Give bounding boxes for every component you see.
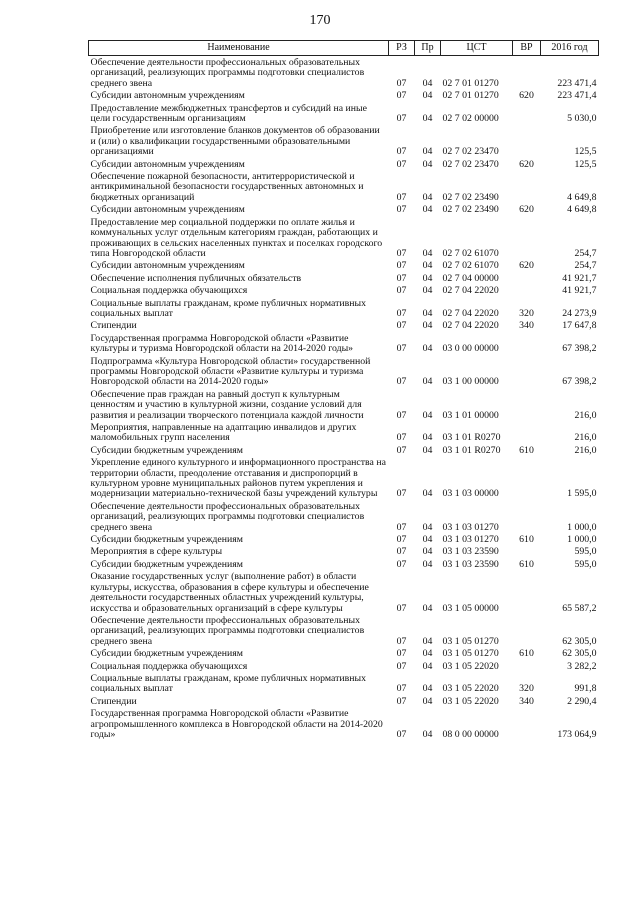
header-pr: Пр: [415, 41, 441, 56]
vr-cell: [513, 102, 541, 125]
rz-cell: 07: [396, 695, 407, 707]
amount-cell: 67 398,2: [562, 376, 597, 388]
table-row: [89, 444, 599, 456]
cst-cell: 03 1 05 22020: [442, 683, 499, 695]
rz-cell: 07: [396, 660, 407, 672]
cst-cell: 02 7 02 23490: [442, 204, 499, 216]
pr-cell: 04: [422, 320, 433, 332]
rz-cell: 07: [396, 247, 407, 259]
table-row: [89, 647, 599, 659]
rz-cell: 07: [396, 204, 407, 216]
vr-cell: [513, 124, 541, 157]
name-cell: Обеспечение пожарной безопасности, антитеррористической и антикриминальной безопасности государственных автономных и бюджетных организаций: [90, 171, 364, 203]
pr-cell: 04: [422, 90, 433, 102]
pr-cell: 04: [422, 660, 433, 672]
table-row: [89, 456, 599, 500]
amount-cell: 3 282,2: [567, 660, 597, 672]
table-row: [89, 203, 599, 215]
pr-cell: 04: [422, 602, 433, 614]
cst-cell: 03 1 03 01270: [442, 521, 499, 533]
vr-cell: [513, 272, 541, 284]
vr-cell: [513, 660, 541, 672]
cst-cell: 03 1 01 00000: [442, 409, 499, 421]
pr-cell: 04: [422, 546, 433, 558]
name-cell: Субсидии автономным учреждениям: [90, 90, 245, 102]
name-cell: Социальные выплаты гражданам, кроме публичных нормативных социальных выплат: [90, 672, 366, 695]
rz-cell: 07: [396, 534, 407, 546]
table-row: [89, 421, 599, 444]
amount-cell: 216,0: [574, 432, 597, 444]
vr-cell: 340: [519, 320, 534, 332]
name-cell: Приобретение или изготовление бланков документов об образовании и (или) о квалификации государственными образовательными организациями: [90, 125, 380, 158]
name-cell: Субсидии автономным учреждениям: [90, 158, 245, 170]
rz-cell: 07: [396, 409, 407, 421]
name-cell: Обеспечение прав граждан на равный доступ к культурным ценностям и участию в культурной жизни, создание условий для развития и реализации творческого потенциала каждой личности: [90, 388, 364, 421]
amount-cell: 125,5: [574, 146, 597, 158]
name-cell: Субсидии бюджетным учреждениям: [90, 534, 243, 546]
vr-cell: 610: [519, 648, 534, 660]
cst-cell: 03 1 03 00000: [442, 488, 499, 500]
header-rz: РЗ: [389, 41, 415, 56]
rz-cell: 07: [396, 546, 407, 558]
rz-cell: 07: [396, 320, 407, 332]
pr-cell: 04: [422, 307, 433, 319]
name-cell: Стипендии: [90, 695, 137, 707]
amount-cell: 65 587,2: [562, 602, 597, 614]
vr-cell: [513, 355, 541, 388]
pr-cell: 04: [422, 191, 433, 203]
amount-cell: 41 921,7: [562, 272, 597, 284]
name-cell: Государственная программа Новгородской области «Развитие агропромышленного комплекса в Новгородской области на 2014-2020 годы»: [90, 708, 383, 740]
table-row: [89, 388, 599, 421]
name-cell: Субсидии автономным учреждениям: [90, 260, 245, 272]
vr-cell: [513, 614, 541, 647]
rz-cell: 07: [396, 488, 407, 500]
table-row: [89, 102, 599, 125]
vr-cell: 340: [519, 695, 534, 707]
amount-cell: 254,7: [574, 260, 597, 272]
amount-cell: 1 595,0: [567, 488, 597, 500]
amount-cell: 595,0: [574, 558, 597, 570]
cst-cell: 03 1 05 01270: [442, 648, 499, 660]
budget-table: [88, 40, 599, 740]
vr-cell: [513, 332, 541, 355]
cst-cell: 03 0 00 00000: [442, 343, 499, 355]
table-row: [89, 500, 599, 533]
name-cell: Предоставление мер социальной поддержки по оплате жилья и коммунальных услуг отдельным категориям граждан, работающих и проживающих в сельских населенных пунктах и поселках городского типа Новгородской области: [90, 216, 383, 259]
vr-cell: 620: [519, 260, 534, 272]
rz-cell: 07: [396, 113, 407, 125]
name-cell: Субсидии бюджетным учреждениям: [90, 648, 243, 660]
amount-cell: 216,0: [574, 409, 597, 421]
pr-cell: 04: [422, 728, 433, 740]
table-row: [89, 284, 599, 296]
rz-cell: 07: [396, 648, 407, 660]
table-row: [89, 672, 599, 695]
rz-cell: 07: [396, 146, 407, 158]
rz-cell: 07: [396, 260, 407, 272]
pr-cell: 04: [422, 158, 433, 170]
pr-cell: 04: [422, 77, 433, 89]
rz-cell: 07: [396, 521, 407, 533]
cst-cell: 02 7 04 22020: [442, 285, 499, 297]
vr-cell: [513, 421, 541, 444]
vr-cell: [513, 388, 541, 421]
pr-cell: 04: [422, 272, 433, 284]
name-cell: Обеспечение деятельности профессиональных образовательных организаций, реализующих программы подготовки специалистов среднего звена: [90, 614, 365, 647]
name-cell: Обеспечение деятельности профессиональных образовательных организаций, реализующих программы подготовки специалистов среднего звена: [90, 57, 365, 89]
table-row: [89, 216, 599, 260]
vr-cell: [513, 170, 541, 203]
vr-cell: 620: [519, 158, 534, 170]
header-cst: ЦСТ: [441, 41, 513, 56]
pr-cell: 04: [422, 534, 433, 546]
cst-cell: 02 7 01 01270: [442, 90, 499, 102]
amount-cell: 1 000,0: [567, 521, 597, 533]
pr-cell: 04: [422, 204, 433, 216]
table-row: [89, 332, 599, 355]
vr-cell: 620: [519, 90, 534, 102]
pr-cell: 04: [422, 558, 433, 570]
amount-cell: 991,8: [574, 683, 597, 695]
name-cell: Мероприятия, направленные на адаптацию инвалидов и других маломобильных групп населения: [90, 422, 357, 444]
amount-cell: 62 305,0: [562, 635, 597, 647]
table-row: [89, 158, 599, 170]
name-cell: Социальная поддержка обучающихся: [90, 285, 248, 297]
rz-cell: 07: [396, 272, 407, 284]
amount-cell: 67 398,2: [562, 343, 597, 355]
name-cell: Обеспечение исполнения публичных обязательств: [90, 272, 302, 284]
name-cell: Субсидии бюджетным учреждениям: [90, 444, 243, 456]
vr-cell: 320: [519, 683, 534, 695]
rz-cell: 07: [396, 343, 407, 355]
pr-cell: 04: [422, 432, 433, 444]
name-cell: Обеспечение деятельности профессиональных образовательных организаций, реализующих программы подготовки специалистов среднего звена: [90, 500, 365, 533]
cst-cell: 02 7 04 00000: [442, 272, 499, 284]
cst-cell: 02 7 02 61070: [442, 260, 499, 272]
rz-cell: 07: [396, 683, 407, 695]
rz-cell: 07: [396, 728, 407, 740]
cst-cell: 02 7 04 22020: [442, 307, 499, 319]
cst-cell: 02 7 04 22020: [442, 320, 499, 332]
cst-cell: 03 1 05 01270: [442, 635, 499, 647]
amount-cell: 4 649,8: [567, 204, 597, 216]
amount-cell: 173 064,9: [557, 728, 597, 740]
rz-cell: 07: [396, 158, 407, 170]
pr-cell: 04: [422, 260, 433, 272]
amount-cell: 4 649,8: [567, 191, 597, 203]
cst-cell: 03 1 05 22020: [442, 660, 499, 672]
rz-cell: 07: [396, 558, 407, 570]
cst-cell: 02 7 02 23470: [442, 146, 499, 158]
cst-cell: 08 0 00 00000: [442, 728, 499, 740]
amount-cell: 17 647,8: [562, 320, 597, 332]
cst-cell: 02 7 02 00000: [442, 113, 499, 125]
rz-cell: 07: [396, 444, 407, 456]
rz-cell: 07: [396, 635, 407, 647]
pr-cell: 04: [422, 444, 433, 456]
cst-cell: 02 7 01 01270: [442, 77, 499, 89]
vr-cell: 620: [519, 204, 534, 216]
pr-cell: 04: [422, 521, 433, 533]
table-row: [89, 695, 599, 707]
amount-cell: 62 305,0: [562, 648, 597, 660]
name-cell: Мероприятия в сфере культуры: [90, 546, 223, 558]
rz-cell: 07: [396, 77, 407, 89]
table-row: [89, 660, 599, 672]
header-name: Наименование: [89, 41, 389, 56]
amount-cell: 24 273,9: [562, 307, 597, 319]
vr-cell: [513, 284, 541, 296]
page-number: 170: [309, 13, 331, 28]
pr-cell: 04: [422, 409, 433, 421]
amount-cell: 125,5: [574, 158, 597, 170]
name-cell: Социальная поддержка обучающихся: [90, 660, 248, 672]
table-row: [89, 355, 599, 388]
table-row: [89, 272, 599, 284]
amount-cell: 223 471,4: [557, 77, 597, 89]
header-vr: ВР: [513, 41, 541, 56]
vr-cell: [513, 500, 541, 533]
table-row: [89, 124, 599, 157]
table-row: [89, 570, 599, 614]
table-row: [89, 614, 599, 647]
table-row: [89, 170, 599, 203]
pr-cell: 04: [422, 488, 433, 500]
table-row: [89, 297, 599, 320]
amount-cell: 2 290,4: [567, 695, 597, 707]
pr-cell: 04: [422, 695, 433, 707]
table-header-row: [89, 41, 599, 56]
vr-cell: [513, 456, 541, 500]
table-row: [89, 259, 599, 271]
vr-cell: [513, 56, 541, 90]
amount-cell: 5 030,0: [567, 113, 597, 125]
pr-cell: 04: [422, 285, 433, 297]
table-row: [89, 707, 599, 740]
name-cell: Предоставление межбюджетных трансфертов и субсидий на иные цели государственным организациям: [90, 102, 367, 125]
rz-cell: 07: [396, 602, 407, 614]
header-year: 2016 год: [541, 41, 599, 56]
cst-cell: 02 7 02 23470: [442, 158, 499, 170]
name-cell: Субсидии бюджетным учреждениям: [90, 558, 243, 570]
vr-cell: 320: [519, 307, 534, 319]
table-row: [89, 89, 599, 101]
table-row: [89, 558, 599, 570]
amount-cell: 1 000,0: [567, 534, 597, 546]
vr-cell: [513, 545, 541, 557]
pr-cell: 04: [422, 376, 433, 388]
table-row: [89, 533, 599, 545]
cst-cell: 03 1 01 R0270: [442, 432, 501, 444]
cst-cell: 03 1 00 00000: [442, 376, 499, 388]
rz-cell: 07: [396, 90, 407, 102]
pr-cell: 04: [422, 343, 433, 355]
amount-cell: 41 921,7: [562, 285, 597, 297]
name-cell: Социальные выплаты гражданам, кроме публичных нормативных социальных выплат: [90, 297, 366, 319]
table-row: [89, 319, 599, 331]
vr-cell: 610: [519, 534, 534, 546]
amount-cell: 216,0: [574, 444, 597, 456]
pr-cell: 04: [422, 146, 433, 158]
cst-cell: 03 1 03 23590: [442, 546, 499, 558]
cst-cell: 03 1 03 01270: [442, 534, 499, 546]
vr-cell: 610: [519, 444, 534, 456]
cst-cell: 03 1 05 22020: [442, 695, 499, 707]
vr-cell: [513, 216, 541, 260]
name-cell: Подпрограмма «Культура Новгородской области» государственной программы Новгородской области «Развитие культуры и туризма Новгородской области на 2014-2020 годы»: [90, 355, 371, 388]
name-cell: Укрепление единого культурного и информационного пространства на территории области, преодоление отставания и диспропорций в культурном уровне муниципальных районов путем укрепления и модернизации материально-технической базы учреждений культуры: [90, 457, 386, 500]
amount-cell: 595,0: [574, 546, 597, 558]
vr-cell: [513, 707, 541, 740]
cst-cell: 02 7 02 61070: [442, 247, 499, 259]
rz-cell: 07: [396, 432, 407, 444]
rz-cell: 07: [396, 307, 407, 319]
amount-cell: 254,7: [574, 247, 597, 259]
name-cell: Оказание государственных услуг (выполнение работ) в области культуры, искусства, образования в сфере культуры и обеспечение деятельности государственных областных учреждений культуры, искусства и образовательных организаций в сфере культуры: [90, 571, 369, 614]
name-cell: Субсидии автономным учреждениям: [90, 204, 245, 216]
table-row: [89, 545, 599, 557]
pr-cell: 04: [422, 648, 433, 660]
pr-cell: 04: [422, 247, 433, 259]
amount-cell: 223 471,4: [557, 90, 597, 102]
vr-cell: [513, 570, 541, 614]
cst-cell: 02 7 02 23490: [442, 191, 499, 203]
table-row: [89, 56, 599, 90]
pr-cell: 04: [422, 113, 433, 125]
rz-cell: 07: [396, 285, 407, 297]
name-cell: Государственная программа Новгородской области «Развитие культуры и туризма Новгородской области на 2014-2020 годы»: [90, 332, 354, 355]
rz-cell: 07: [396, 376, 407, 388]
vr-cell: 610: [519, 558, 534, 570]
pr-cell: 04: [422, 683, 433, 695]
cst-cell: 03 1 01 R0270: [442, 444, 501, 456]
cst-cell: 03 1 03 23590: [442, 558, 499, 570]
pr-cell: 04: [422, 635, 433, 647]
rz-cell: 07: [396, 191, 407, 203]
name-cell: Стипендии: [90, 320, 137, 332]
cst-cell: 03 1 05 00000: [442, 602, 499, 614]
